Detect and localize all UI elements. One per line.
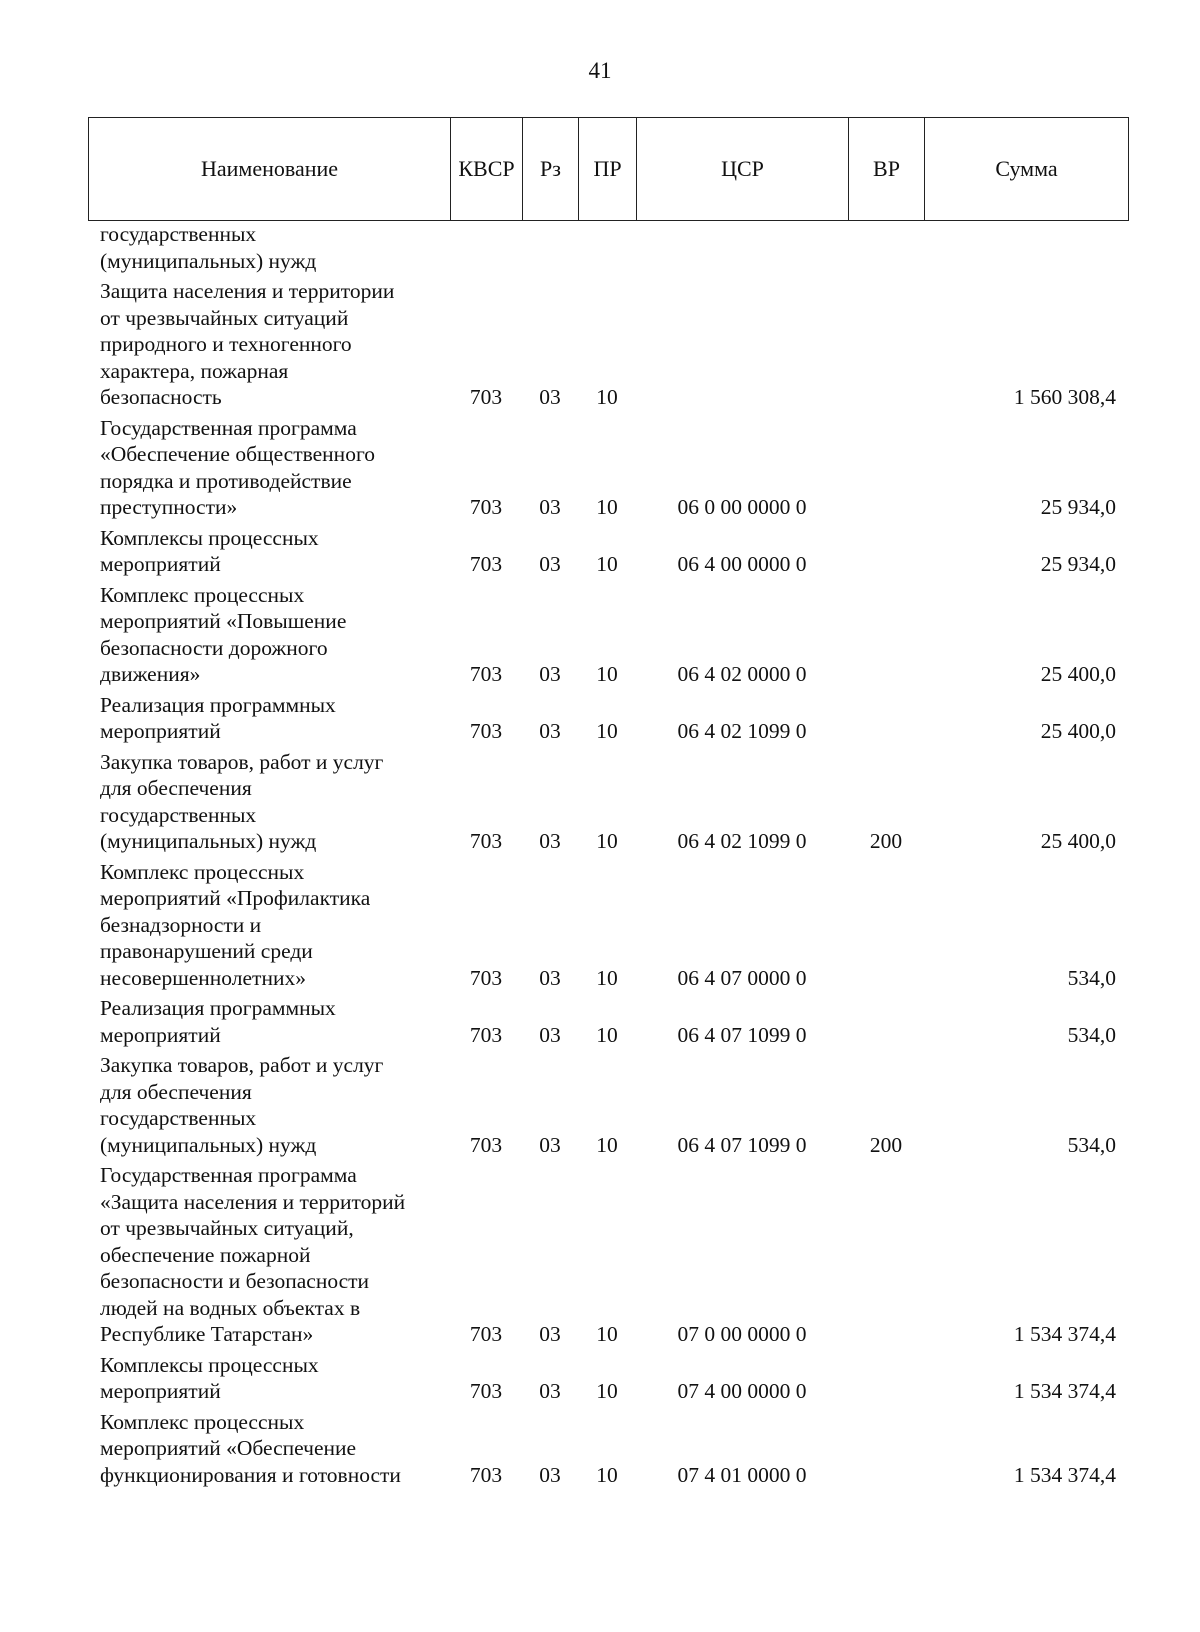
- table-row: [88, 1352, 1128, 1405]
- row-name: Комплексы процессных мероприятий: [100, 1352, 319, 1403]
- row-sum: 534,0: [1067, 965, 1116, 990]
- row-name: Реализация программных мероприятий: [100, 996, 336, 1047]
- table-row: [88, 278, 1128, 411]
- table-row: [88, 1409, 1128, 1489]
- row-name: Комплекс процессных мероприятий «Обеспечение функционирования и готовности: [100, 1409, 401, 1487]
- row-rz: 03: [539, 1022, 561, 1047]
- row-kvsr: 703: [469, 662, 503, 686]
- row-pr: 10: [596, 662, 618, 686]
- row-rz: 03: [539, 385, 561, 409]
- row-pr: 10: [596, 965, 618, 990]
- row-vr: 200: [869, 829, 903, 853]
- row-pr: 10: [596, 385, 618, 409]
- row-csr: 06 4 07 0000 0: [677, 965, 807, 990]
- table-header: [88, 117, 1129, 221]
- row-pr: 10: [596, 1022, 618, 1047]
- row-kvsr: 703: [469, 719, 503, 743]
- table-row: [88, 749, 1128, 855]
- row-csr: 07 4 01 0000 0: [677, 1462, 807, 1487]
- row-rz: 03: [539, 719, 561, 743]
- row-kvsr: 703: [469, 1379, 503, 1403]
- row-sum: 25 400,0: [1040, 719, 1116, 743]
- row-sum: 534,0: [1067, 1132, 1116, 1157]
- row-kvsr: 703: [469, 495, 503, 519]
- row-kvsr: 703: [469, 552, 503, 576]
- row-csr: 06 4 02 1099 0: [677, 719, 807, 743]
- row-name: Закупка товаров, работ и услуг для обеспечения государственных (муниципальных) нужд: [100, 749, 384, 853]
- row-name: государственных (муниципальных) нужд: [100, 222, 317, 273]
- row-vr: 200: [869, 1132, 903, 1157]
- row-kvsr: 703: [469, 385, 503, 409]
- page-number: 41: [588, 58, 612, 83]
- row-csr: 06 4 07 1099 0: [677, 1022, 807, 1047]
- row-rz: 03: [539, 662, 561, 686]
- row-name: Комплекс процессных мероприятий «Повышение безопасности дорожного движения»: [100, 582, 347, 686]
- column-header-vr: ВР: [849, 118, 925, 221]
- table-row: [88, 525, 1128, 578]
- row-pr: 10: [596, 1132, 618, 1157]
- row-name: Комплексы процессных мероприятий: [100, 525, 319, 576]
- table-body: [88, 221, 1128, 1492]
- column-header-sum: Сумма: [925, 118, 1129, 221]
- row-kvsr: 703: [469, 1022, 503, 1047]
- row-csr: 07 0 00 0000 0: [677, 1322, 807, 1346]
- row-sum: 534,0: [1067, 1022, 1116, 1047]
- row-rz: 03: [539, 1462, 561, 1487]
- row-sum: 25 934,0: [1040, 552, 1116, 576]
- row-pr: 10: [596, 552, 618, 576]
- table-row: [88, 692, 1128, 745]
- row-kvsr: 703: [469, 1322, 503, 1346]
- table-row: [88, 582, 1128, 688]
- row-rz: 03: [539, 552, 561, 576]
- row-csr: 06 4 00 0000 0: [677, 552, 807, 576]
- row-csr: 07 4 00 0000 0: [677, 1379, 807, 1403]
- row-pr: 10: [596, 829, 618, 853]
- table-row: [88, 995, 1128, 1048]
- row-name: Реализация программных мероприятий: [100, 692, 336, 743]
- row-sum: 1 534 374,4: [1013, 1322, 1116, 1346]
- row-pr: 10: [596, 1462, 618, 1487]
- row-kvsr: 703: [469, 1462, 503, 1487]
- row-rz: 03: [539, 1132, 561, 1157]
- row-pr: 10: [596, 719, 618, 743]
- row-rz: 03: [539, 965, 561, 990]
- row-name: Государственная программа «Защита населения и территорий от чрезвычайных ситуаций, обеспечение пожарной безопасности и безопасности людей на водных объектах в Республике Татарстан»: [100, 1163, 406, 1346]
- row-rz: 03: [539, 495, 561, 519]
- column-header-name: Наименование: [89, 118, 451, 221]
- row-sum: 1 534 374,4: [1013, 1379, 1116, 1403]
- row-kvsr: 703: [469, 1132, 503, 1157]
- row-csr: 06 4 02 0000 0: [677, 662, 807, 686]
- table-row: [88, 1052, 1128, 1158]
- row-sum: 1 534 374,4: [1013, 1462, 1116, 1487]
- column-header-rz: Рз: [523, 118, 579, 221]
- row-name: Закупка товаров, работ и услуг для обеспечения государственных (муниципальных) нужд: [100, 1053, 384, 1157]
- table-row: [88, 221, 1128, 274]
- row-rz: 03: [539, 1379, 561, 1403]
- row-sum: 1 560 308,4: [1013, 385, 1116, 409]
- column-header-pr: ПР: [579, 118, 637, 221]
- table-row: [88, 415, 1128, 521]
- row-sum: 25 400,0: [1040, 662, 1116, 686]
- row-sum: 25 934,0: [1040, 495, 1116, 519]
- row-name: Защита населения и территории от чрезвычайных ситуаций природного и техногенного характера, пожарная безопасность: [100, 279, 395, 409]
- table-row: [88, 1162, 1128, 1348]
- row-name: Государственная программа «Обеспечение общественного порядка и противодействие преступности»: [100, 415, 375, 519]
- row-csr: 06 0 00 0000 0: [677, 495, 807, 519]
- row-rz: 03: [539, 1322, 561, 1346]
- row-csr: 06 4 07 1099 0: [677, 1132, 807, 1157]
- row-sum: 25 400,0: [1040, 829, 1116, 853]
- row-kvsr: 703: [469, 965, 503, 990]
- row-pr: 10: [596, 1322, 618, 1346]
- column-header-csr: ЦСР: [637, 118, 849, 221]
- row-rz: 03: [539, 829, 561, 853]
- row-csr: 06 4 02 1099 0: [677, 829, 807, 853]
- row-pr: 10: [596, 495, 618, 519]
- table-row: [88, 859, 1128, 992]
- row-kvsr: 703: [469, 829, 503, 853]
- row-pr: 10: [596, 1379, 618, 1403]
- row-name: Комплекс процессных мероприятий «Профилактика безнадзорности и правонарушений среди несовершеннолетних»: [100, 859, 371, 990]
- column-header-kvsr: КВСР: [451, 118, 523, 221]
